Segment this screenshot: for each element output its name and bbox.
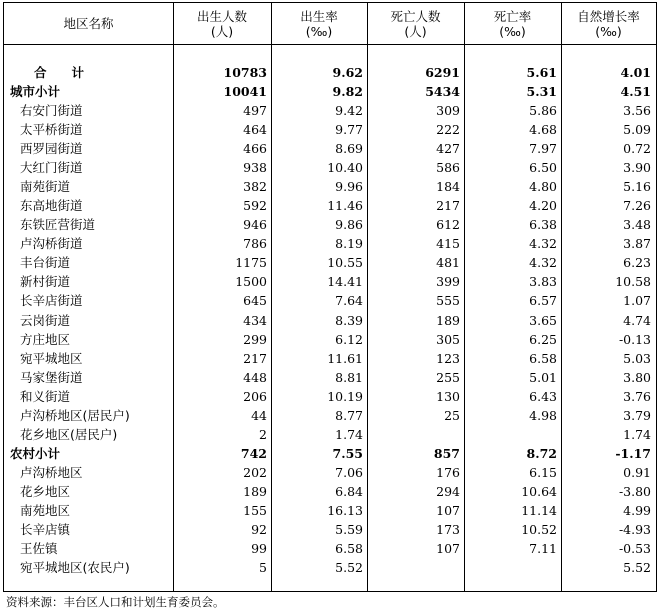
death-rate-cell: 8.72 bbox=[526, 445, 557, 461]
birth-rate-cell: 14.41 bbox=[327, 274, 363, 290]
birth-rate-cell: 7.64 bbox=[335, 293, 363, 309]
births-cell: 189 bbox=[243, 483, 267, 499]
table-row bbox=[4, 63, 656, 82]
region-name-cell: 合 计 bbox=[34, 65, 85, 80]
death-rate-cell: 4.98 bbox=[529, 407, 557, 423]
births-cell: 742 bbox=[240, 445, 267, 461]
region-name-cell: 城市小计 bbox=[10, 84, 61, 100]
growth-rate-cell: 6.23 bbox=[623, 255, 651, 271]
region-name-cell: 卢沟桥地区 bbox=[20, 464, 83, 480]
table-row bbox=[4, 234, 656, 253]
birth-rate-cell: 10.55 bbox=[327, 255, 363, 271]
deaths-cell: 217 bbox=[436, 198, 460, 214]
region-name-cell: 东铁匠营街道 bbox=[20, 217, 96, 233]
header-death-rate-label: 死亡率 bbox=[493, 8, 532, 24]
death-rate-cell: 4.80 bbox=[529, 179, 557, 195]
region-name-cell: 东高地街道 bbox=[20, 198, 83, 214]
death-rate-cell: 3.65 bbox=[529, 312, 557, 328]
deaths-cell: 176 bbox=[436, 464, 460, 480]
header-death-rate-unit: (‰) bbox=[499, 23, 526, 39]
births-cell: 217 bbox=[243, 350, 267, 366]
table-row bbox=[4, 311, 656, 330]
region-name-cell: 花乡地区 bbox=[20, 483, 71, 499]
header-birth-rate-label: 出生率 bbox=[300, 8, 338, 24]
birth-rate-cell: 8.39 bbox=[335, 312, 363, 328]
table-row bbox=[4, 196, 656, 215]
region-name-cell: 方庄地区 bbox=[20, 331, 71, 347]
table-row bbox=[4, 158, 656, 177]
deaths-cell: 184 bbox=[436, 179, 460, 195]
births-cell: 299 bbox=[243, 331, 267, 347]
birth-rate-cell: 10.40 bbox=[327, 160, 363, 176]
header-birth-rate-unit: (‰) bbox=[305, 23, 333, 39]
births-cell: 946 bbox=[243, 217, 267, 233]
growth-rate-cell: 5.52 bbox=[623, 560, 651, 576]
header-growth-rate-unit: (‰) bbox=[595, 23, 622, 39]
birth-rate-cell: 9.86 bbox=[335, 217, 363, 233]
birth-rate-cell: 9.62 bbox=[332, 65, 363, 80]
table-row bbox=[4, 520, 656, 539]
region-name-cell: 云岗街道 bbox=[20, 312, 71, 328]
birth-rate-cell: 6.84 bbox=[335, 483, 363, 499]
deaths-cell: 305 bbox=[436, 331, 460, 347]
region-name-cell: 长辛店街道 bbox=[20, 293, 83, 309]
birth-rate-cell: 8.69 bbox=[335, 141, 363, 157]
births-cell: 10783 bbox=[223, 65, 267, 80]
table-row bbox=[4, 120, 656, 139]
births-cell: 10041 bbox=[223, 84, 267, 100]
deaths-cell: 107 bbox=[436, 541, 460, 556]
header-divider bbox=[4, 44, 656, 45]
table-row bbox=[4, 272, 656, 291]
table-row bbox=[4, 139, 656, 158]
region-name-cell: 和义街道 bbox=[20, 388, 71, 404]
growth-rate-cell: 3.76 bbox=[623, 388, 651, 404]
header-growth-rate-label: 自然增长率 bbox=[577, 8, 640, 24]
death-rate-cell: 4.32 bbox=[529, 236, 557, 252]
deaths-cell: 123 bbox=[436, 350, 460, 366]
death-rate-cell: 5.86 bbox=[529, 103, 557, 119]
region-name-cell: 太平桥街道 bbox=[20, 122, 83, 138]
table-row bbox=[4, 482, 656, 501]
deaths-cell: 189 bbox=[436, 312, 460, 328]
table-row bbox=[4, 349, 656, 368]
region-name-cell: 宛平城地区(农民户) bbox=[20, 560, 130, 576]
births-cell: 1175 bbox=[235, 255, 267, 271]
table-row bbox=[4, 501, 656, 520]
deaths-cell: 5434 bbox=[425, 84, 460, 100]
region-name-cell: 卢沟桥地区(居民户) bbox=[20, 407, 130, 423]
death-rate-cell: 5.01 bbox=[529, 369, 557, 385]
header-births bbox=[173, 3, 271, 44]
table-row bbox=[4, 215, 656, 234]
table-row bbox=[4, 82, 656, 101]
table-row bbox=[4, 558, 656, 577]
birth-rate-cell: 6.12 bbox=[335, 331, 363, 347]
region-name-cell: 西罗园街道 bbox=[20, 141, 83, 157]
growth-rate-cell: 0.91 bbox=[623, 464, 651, 480]
growth-rate-cell: 7.26 bbox=[623, 198, 651, 214]
growth-rate-cell: 3.56 bbox=[623, 103, 651, 119]
births-cell: 938 bbox=[243, 160, 267, 176]
deaths-cell: 399 bbox=[436, 274, 460, 290]
header-births-unit: (人) bbox=[210, 23, 234, 39]
deaths-cell: 481 bbox=[436, 255, 460, 271]
birth-rate-cell: 9.77 bbox=[335, 122, 363, 138]
births-cell: 2 bbox=[259, 426, 267, 442]
growth-rate-cell: -4.93 bbox=[618, 521, 651, 537]
table-row bbox=[4, 425, 656, 444]
deaths-cell: 857 bbox=[433, 445, 460, 461]
death-rate-cell: 4.32 bbox=[529, 255, 557, 271]
births-cell: 434 bbox=[243, 312, 267, 328]
region-name-cell: 新村街道 bbox=[20, 274, 71, 290]
births-cell: 92 bbox=[251, 521, 267, 537]
growth-rate-cell: -0.53 bbox=[618, 541, 651, 556]
deaths-cell: 415 bbox=[436, 236, 460, 252]
births-cell: 382 bbox=[243, 179, 267, 195]
table-row bbox=[4, 368, 656, 387]
growth-rate-cell: 1.07 bbox=[623, 293, 651, 309]
table-row bbox=[4, 463, 656, 482]
births-cell: 786 bbox=[243, 236, 267, 252]
growth-rate-cell: 4.99 bbox=[623, 502, 651, 518]
deaths-cell: 555 bbox=[436, 293, 460, 309]
region-name-cell: 王佐镇 bbox=[20, 541, 58, 556]
header-deaths bbox=[367, 3, 464, 44]
header-birth-rate bbox=[271, 3, 367, 44]
births-cell: 99 bbox=[251, 541, 267, 556]
deaths-cell: 25 bbox=[444, 407, 460, 423]
birth-rate-cell: 6.58 bbox=[335, 541, 363, 556]
growth-rate-cell: 5.09 bbox=[623, 122, 651, 138]
growth-rate-cell: 3.80 bbox=[623, 369, 651, 385]
death-rate-cell: 11.14 bbox=[521, 502, 557, 518]
deaths-cell: 427 bbox=[436, 141, 460, 157]
table-row bbox=[4, 539, 656, 558]
births-cell: 206 bbox=[243, 388, 267, 404]
table-row bbox=[4, 444, 656, 463]
table-row bbox=[4, 101, 656, 120]
births-cell: 645 bbox=[243, 293, 267, 309]
growth-rate-cell: 5.03 bbox=[623, 350, 651, 366]
death-rate-cell: 5.61 bbox=[526, 65, 557, 80]
growth-rate-cell: 4.01 bbox=[620, 65, 651, 80]
header-deaths-label: 死亡人数 bbox=[390, 8, 441, 24]
death-rate-cell: 6.50 bbox=[529, 160, 557, 176]
growth-rate-cell: 10.58 bbox=[615, 274, 651, 290]
table-row bbox=[4, 330, 656, 349]
table-row bbox=[4, 387, 656, 406]
birth-rate-cell: 5.59 bbox=[335, 521, 363, 537]
deaths-cell: 107 bbox=[436, 502, 460, 518]
header-growth-rate bbox=[561, 3, 656, 44]
birth-rate-cell: 5.52 bbox=[335, 560, 363, 576]
growth-rate-cell: 3.90 bbox=[623, 160, 651, 176]
death-rate-cell: 5.31 bbox=[526, 84, 557, 100]
growth-rate-cell: -1.17 bbox=[615, 445, 651, 461]
table-row bbox=[4, 177, 656, 196]
growth-rate-cell: 4.51 bbox=[620, 84, 651, 100]
death-rate-cell: 3.83 bbox=[529, 274, 557, 290]
source-note: 资料来源：丰台区人口和计划生育委员会。 bbox=[6, 595, 225, 609]
header-region-label: 地区名称 bbox=[63, 16, 114, 31]
region-name-cell: 马家堡街道 bbox=[20, 369, 83, 385]
births-cell: 155 bbox=[243, 502, 267, 518]
header-region bbox=[4, 3, 173, 44]
deaths-cell: 309 bbox=[436, 103, 460, 119]
births-cell: 5 bbox=[259, 560, 267, 576]
region-name-cell: 农村小计 bbox=[10, 445, 61, 461]
birth-rate-cell: 10.19 bbox=[327, 388, 363, 404]
growth-rate-cell: 3.87 bbox=[623, 236, 651, 252]
births-cell: 202 bbox=[243, 464, 267, 480]
deaths-cell: 173 bbox=[436, 521, 460, 537]
region-name-cell: 南苑地区 bbox=[20, 502, 71, 518]
death-rate-cell: 6.38 bbox=[529, 217, 557, 233]
header-death-rate bbox=[464, 3, 561, 44]
birth-rate-cell: 9.82 bbox=[332, 84, 363, 100]
growth-rate-cell: 3.79 bbox=[623, 407, 651, 423]
deaths-cell: 6291 bbox=[425, 65, 460, 80]
region-name-cell: 大红门街道 bbox=[20, 160, 83, 176]
header-deaths-unit: (人) bbox=[404, 23, 427, 39]
growth-rate-cell: 4.74 bbox=[623, 312, 651, 328]
birth-rate-cell: 11.46 bbox=[327, 198, 363, 214]
region-name-cell: 南苑街道 bbox=[20, 179, 71, 195]
birth-rate-cell: 9.42 bbox=[335, 103, 363, 119]
deaths-cell: 294 bbox=[436, 483, 460, 499]
death-rate-cell: 7.97 bbox=[529, 141, 557, 157]
births-cell: 592 bbox=[243, 198, 267, 214]
region-name-cell: 长辛店镇 bbox=[20, 521, 71, 537]
births-cell: 448 bbox=[243, 369, 267, 385]
death-rate-cell: 6.58 bbox=[529, 350, 557, 366]
death-rate-cell: 4.20 bbox=[529, 198, 557, 214]
statistics-table bbox=[3, 2, 657, 592]
region-name-cell: 宛平城地区 bbox=[20, 350, 83, 366]
death-rate-cell: 6.15 bbox=[529, 464, 557, 480]
birth-rate-cell: 9.96 bbox=[335, 179, 363, 195]
births-cell: 497 bbox=[243, 103, 267, 119]
birth-rate-cell: 1.74 bbox=[335, 426, 363, 442]
growth-rate-cell: -3.80 bbox=[618, 483, 651, 499]
deaths-cell: 586 bbox=[436, 160, 460, 176]
deaths-cell: 612 bbox=[436, 217, 460, 233]
death-rate-cell: 10.64 bbox=[521, 483, 557, 499]
header-births-label: 出生人数 bbox=[196, 8, 247, 24]
region-name-cell: 花乡地区(居民户) bbox=[20, 426, 118, 442]
births-cell: 44 bbox=[251, 407, 267, 423]
region-name-cell: 卢沟桥街道 bbox=[20, 236, 83, 252]
birth-rate-cell: 8.81 bbox=[335, 369, 363, 385]
growth-rate-cell: 5.16 bbox=[623, 179, 651, 195]
death-rate-cell: 6.25 bbox=[529, 331, 557, 347]
births-cell: 466 bbox=[243, 141, 267, 157]
death-rate-cell: 6.43 bbox=[529, 388, 557, 404]
birth-rate-cell: 8.77 bbox=[335, 407, 363, 423]
region-name-cell: 丰台街道 bbox=[20, 255, 71, 271]
death-rate-cell: 6.57 bbox=[529, 293, 557, 309]
births-cell: 1500 bbox=[235, 274, 267, 290]
births-cell: 464 bbox=[243, 122, 267, 138]
birth-rate-cell: 8.19 bbox=[335, 236, 363, 252]
growth-rate-cell: 1.74 bbox=[623, 426, 651, 442]
birth-rate-cell: 16.13 bbox=[327, 502, 363, 518]
deaths-cell: 255 bbox=[436, 369, 460, 385]
table-row bbox=[4, 291, 656, 310]
growth-rate-cell: 0.72 bbox=[623, 141, 651, 157]
deaths-cell: 130 bbox=[436, 388, 460, 404]
growth-rate-cell: -0.13 bbox=[618, 331, 651, 347]
birth-rate-cell: 7.06 bbox=[335, 464, 363, 480]
region-name-cell: 右安门街道 bbox=[20, 103, 83, 119]
death-rate-cell: 4.68 bbox=[529, 122, 557, 138]
birth-rate-cell: 11.61 bbox=[327, 350, 363, 366]
deaths-cell: 222 bbox=[436, 122, 460, 138]
death-rate-cell: 10.52 bbox=[521, 521, 557, 537]
table-row bbox=[4, 406, 656, 425]
death-rate-cell: 7.11 bbox=[529, 541, 557, 556]
growth-rate-cell: 3.48 bbox=[623, 217, 651, 233]
table-row bbox=[4, 253, 656, 272]
birth-rate-cell: 7.55 bbox=[332, 445, 363, 461]
